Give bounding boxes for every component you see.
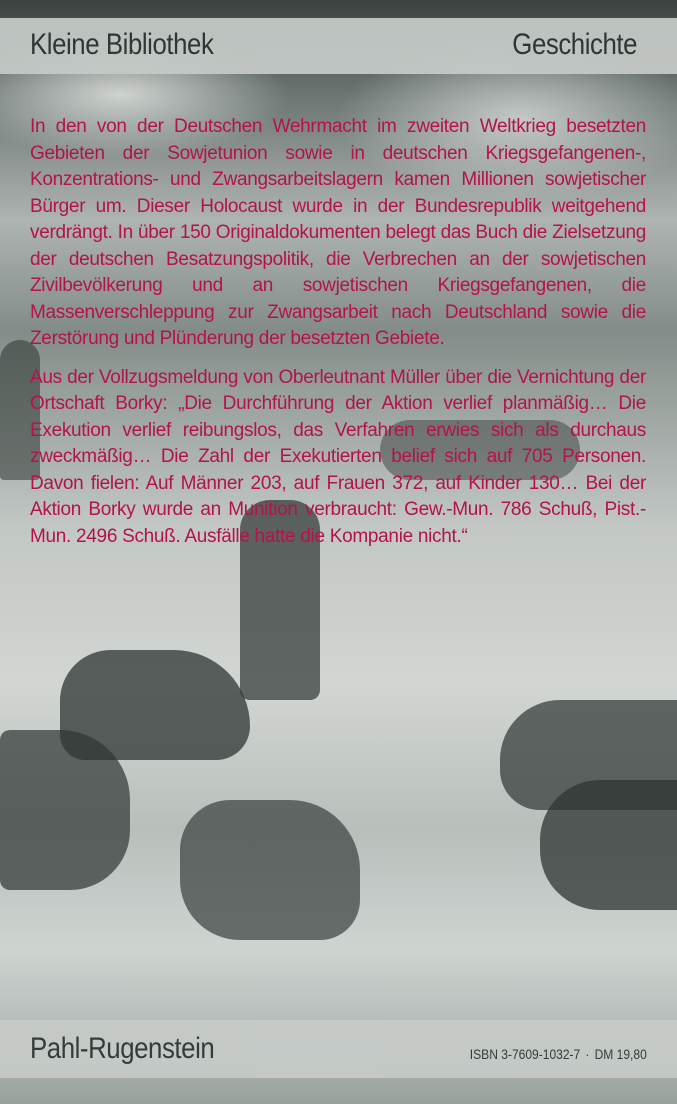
photo-ground-shape-2 bbox=[0, 730, 130, 890]
series-banner bbox=[0, 18, 677, 74]
separator-dot: · bbox=[585, 1046, 590, 1062]
quote-paragraph: Aus der Vollzugsmeldung von Oberleutnant Müller über die Vernichtung der Ortschaft Borky: „Die Durchführung der Aktion verlief planmäßig… Die Exekution verlief reibungslos, das Verfahren erwies sich als durchaus zweckmäßig… Die Zahl der Exekutierten belief sich auf 705 Personen. Davon fielen: Auf Männer 203, auf Frauen 372, auf Kinder 130… Bei der Aktion Borky wurde an Munition verbraucht: Gew.-Mun. 786 Schuß, Pist.-Mun. 2496 Schuß. Ausfälle hatte die Kompanie nicht.“ bbox=[30, 366, 646, 547]
isbn-number: ISBN 3-7609-1032-7 bbox=[470, 1046, 581, 1062]
blurb-paragraph: In den von der Deutschen Wehrmacht im zweiten Weltkrieg besetzten Gebieten der Sowjetunion sowie in deutschen Kriegsgefangenen-, Konzentrations- und Zwangsarbeitslagern kamen Millionen sowjetischer Bürger um. Dieser Holocaust wurde in der Bundesrepublik weitgehend verdrängt. In über 150 Originaldokumenten belegt das Buch die Zielsetzung der deutschen Besatzungspolitik, die Verbrechen an der sowjetischen Zivilbevölkerung und an sowjetischen Kriegsgefangenen, die Massenverschleppung zur Zwangsarbeit nach Deutschland sowie die Zerstörung und Plünderung der besetzten Gebiete. bbox=[30, 116, 646, 349]
publisher-name: Pahl-Rugenstein bbox=[30, 1032, 215, 1065]
photo-ground-shape-5 bbox=[540, 780, 677, 910]
series-title: Kleine Bibliothek bbox=[30, 28, 214, 61]
blurb-text bbox=[30, 114, 646, 562]
category-title: Geschichte bbox=[512, 28, 637, 61]
publisher-banner bbox=[0, 1020, 677, 1078]
price: DM 19,80 bbox=[594, 1046, 647, 1062]
photo-ground-shape-3 bbox=[180, 800, 360, 940]
isbn-price-line bbox=[470, 1046, 647, 1062]
